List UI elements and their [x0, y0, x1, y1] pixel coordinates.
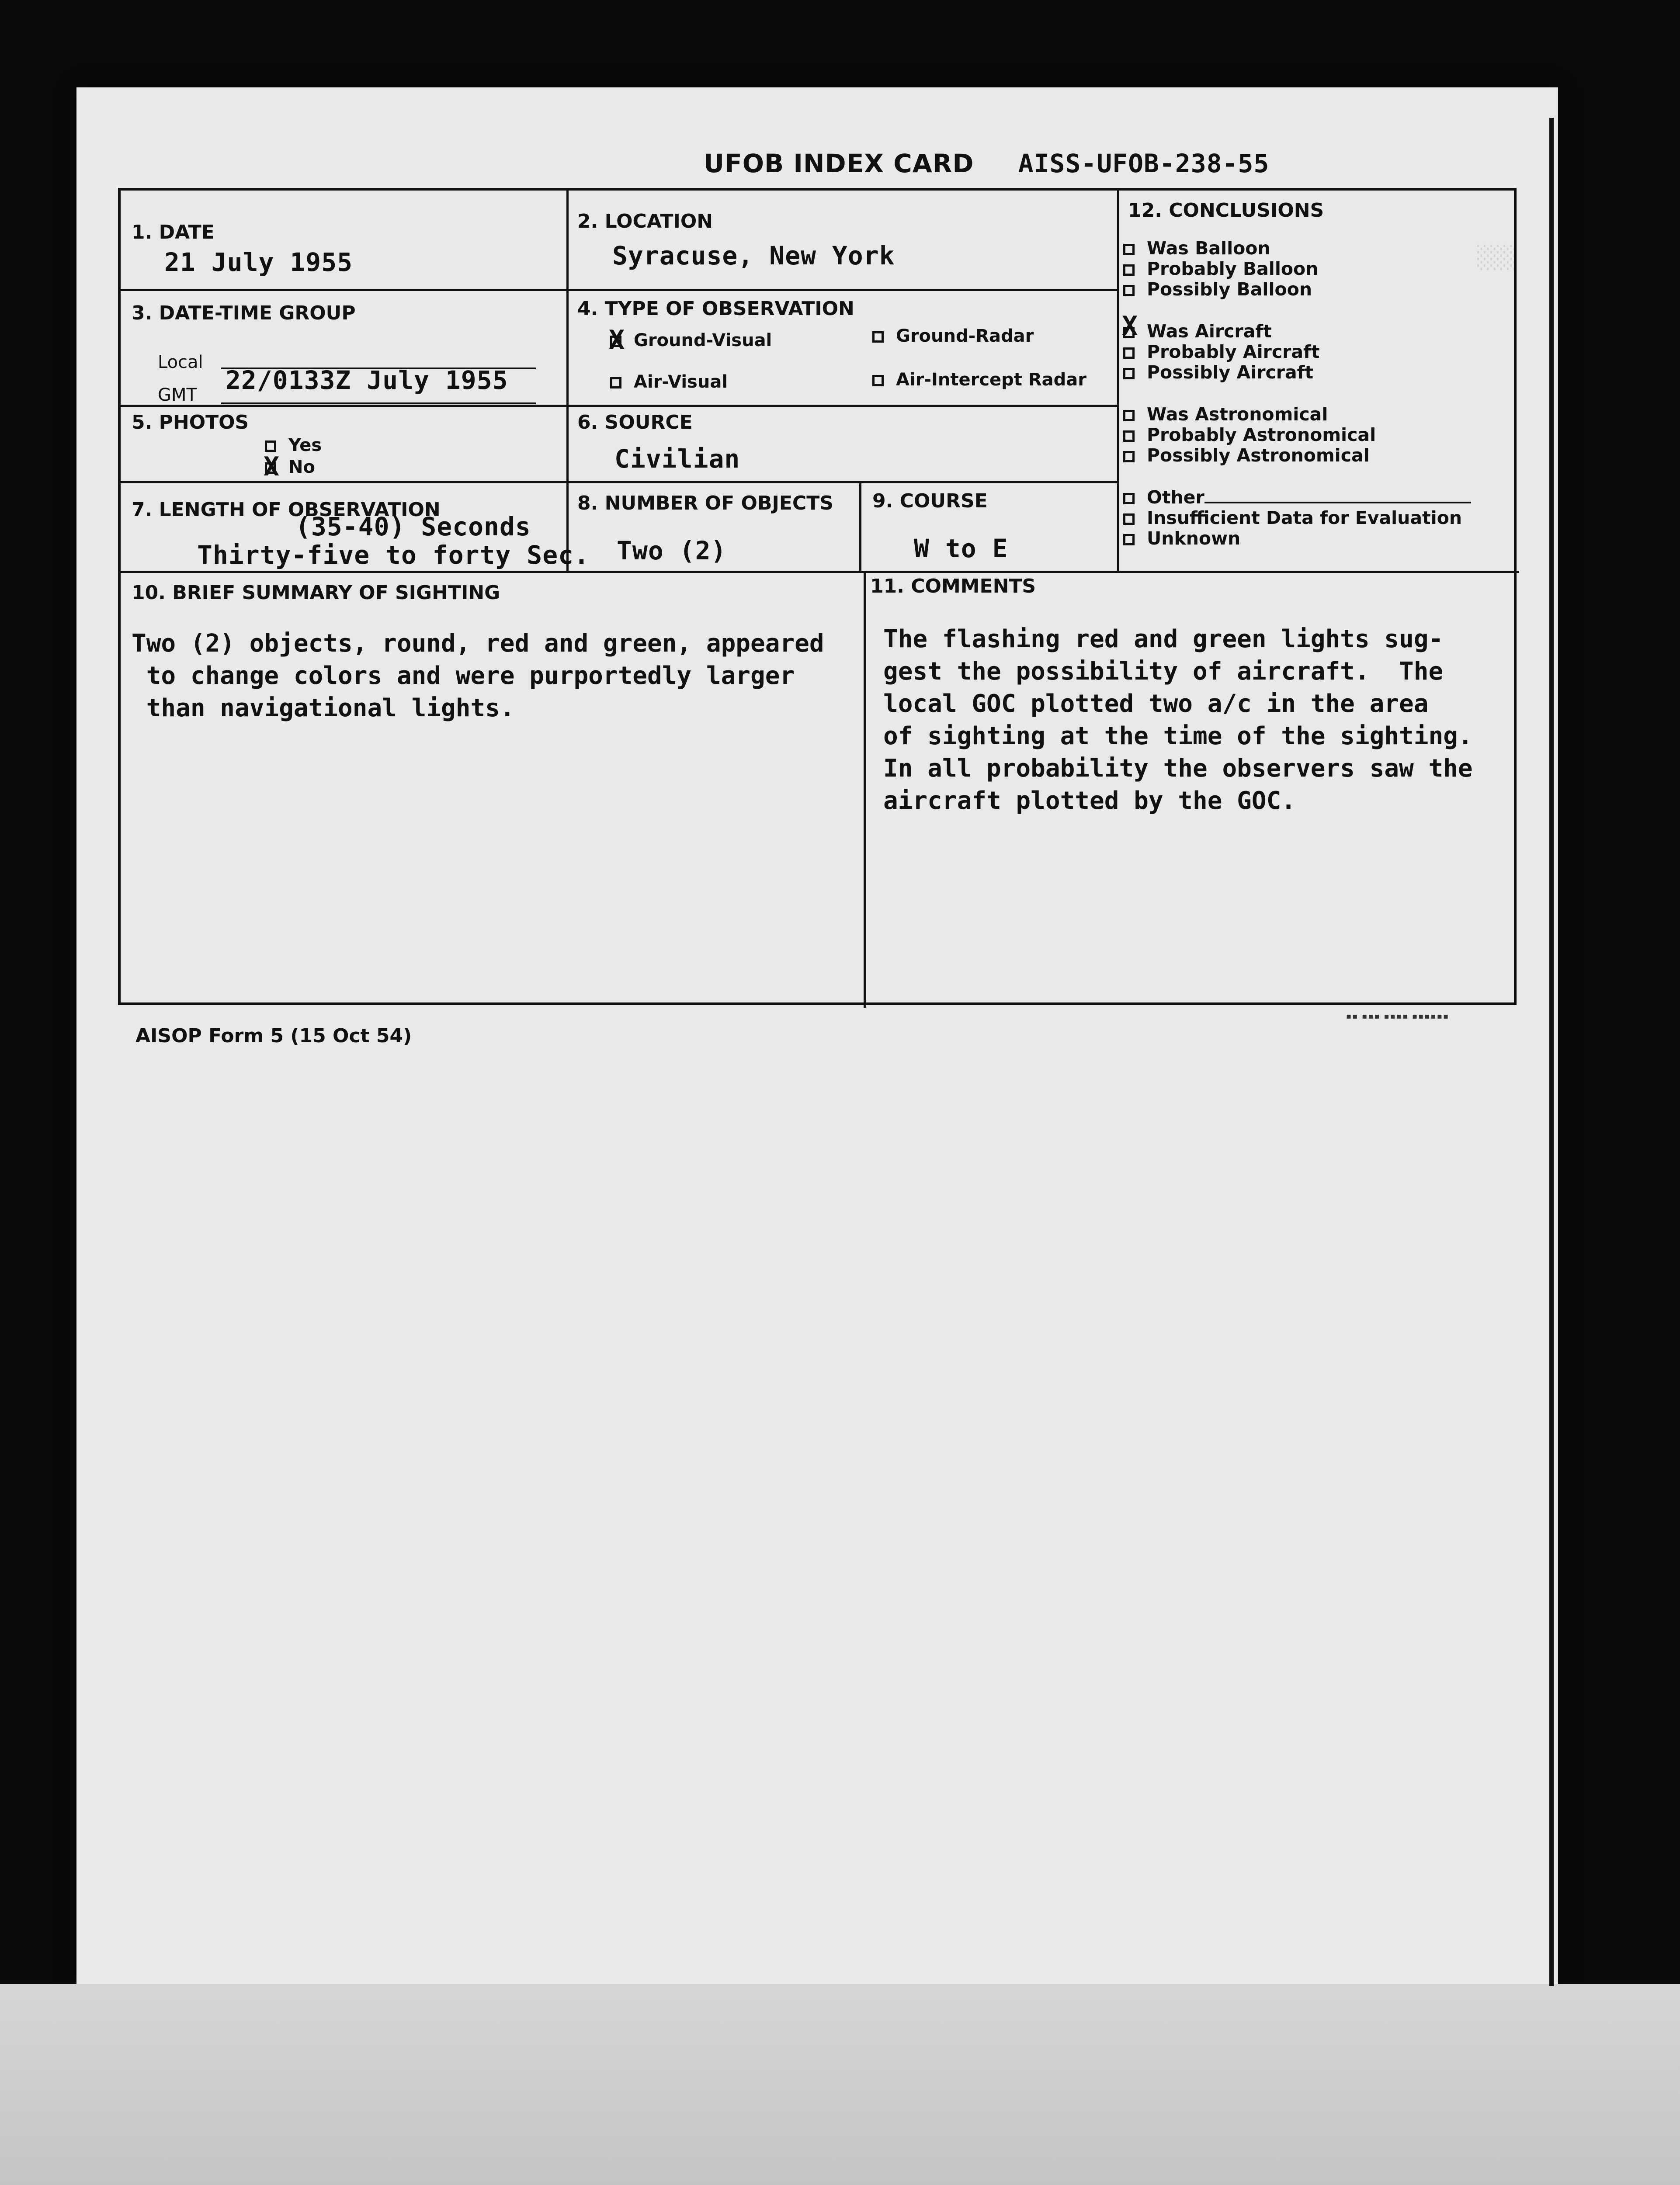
gmt-underline [221, 402, 536, 404]
paper-shadow-strip [0, 1984, 1680, 2185]
photos-yes: Yes [265, 435, 322, 455]
checkbox-checked [610, 336, 621, 347]
other-underline [1204, 502, 1471, 503]
source-label: 6. SOURCE [577, 411, 693, 434]
length-value-1: (35-40) Seconds [295, 512, 531, 541]
col-divider [859, 481, 861, 571]
conclusions-label: 12. CONCLUSIONS [1128, 199, 1324, 222]
dtg-local-label: Local [158, 352, 203, 372]
comments-label: 11. COMMENTS [870, 575, 1036, 597]
card-title: UFOB INDEX CARD [704, 149, 974, 178]
course-label: 9. COURSE [872, 490, 988, 512]
length-label: 7. LENGTH OF OBSERVATION [132, 499, 441, 521]
location-value: Syracuse, New York [612, 241, 895, 271]
dtg-gmt-label: GMT [158, 385, 197, 405]
option-air-intercept-radar: Air-Intercept Radar [872, 370, 1086, 390]
checkbox-checked [265, 462, 276, 474]
checkbox [610, 377, 621, 388]
photos-label: 5. PHOTOS [132, 411, 249, 434]
checkbox [1123, 513, 1135, 525]
summary-text: Two (2) objects, round, red and green, appeared to change colors and were purportedly larger than navigational lights. [132, 629, 824, 722]
num-objects-value: Two (2) [617, 536, 727, 565]
checkbox [1123, 285, 1135, 296]
checkbox [1123, 347, 1135, 359]
col-divider [864, 571, 866, 1008]
dtg-gmt-value: 22/0133Z July 1955 [226, 365, 508, 395]
index-card-form [118, 188, 1517, 1005]
conclusion-possibly-aircraft: Possibly Aircraft [1123, 362, 1313, 382]
printer-imprint: ▪▪ ▪▪▪ ▪▪▪▪ ▪▪▪▪▪▪ [1346, 1012, 1450, 1021]
num-objects-label: 8. NUMBER OF OBJECTS [577, 492, 833, 514]
checkbox [1123, 534, 1135, 545]
conclusion-was-aircraft: XWas Aircraft [1123, 321, 1272, 341]
checkbox [1123, 493, 1135, 504]
row-divider [121, 405, 1117, 407]
checkbox [872, 375, 884, 386]
conclusion-possibly-balloon: Possibly Balloon [1123, 279, 1312, 299]
comments-text: The flashing red and green lights sug- gest the possibility of aircraft. The local GOC plotted two a/c in the area of sighting at the time of the sighting. In all probability the observers saw the aircraft plotted by the GOC. [883, 625, 1473, 815]
checkbox [1123, 451, 1135, 462]
option-ground-visual: XGround-Visual [610, 330, 772, 350]
source-value: Civilian [614, 444, 740, 474]
location-label: 2. LOCATION [577, 210, 713, 232]
option-ground-radar: Ground-Radar [872, 326, 1034, 346]
type-obs-label: 4. TYPE OF OBSERVATION [577, 298, 854, 320]
option-air-visual: Air-Visual [610, 372, 728, 392]
checkbox [1123, 368, 1135, 379]
checkbox [872, 331, 884, 343]
conclusion-probably-aircraft: Probably Aircraft [1123, 342, 1320, 362]
checkbox [265, 440, 276, 452]
dtg-label: 3. DATE-TIME GROUP [132, 302, 356, 324]
photos-no: XNo [265, 457, 315, 477]
bleed-through-mark: ░░░ [1477, 245, 1517, 270]
form-footer: AISOP Form 5 (15 Oct 54) [135, 1025, 412, 1047]
conclusion-possibly-astronomical: Possibly Astronomical [1123, 445, 1370, 465]
row-divider [121, 289, 1117, 291]
conclusion-insufficient-data: Insufficient Data for Evaluation [1123, 508, 1462, 528]
col-divider [566, 191, 569, 571]
date-value: 21 July 1955 [164, 247, 353, 277]
card-right-edge [1549, 118, 1554, 1986]
checkbox [1123, 244, 1135, 255]
checkbox [1123, 410, 1135, 421]
row-divider [121, 571, 1519, 573]
conclusion-unknown: Unknown [1123, 528, 1240, 548]
summary-label: 10. BRIEF SUMMARY OF SIGHTING [132, 582, 500, 604]
card-header [704, 149, 1269, 184]
date-label: 1. DATE [132, 221, 215, 243]
col-divider [1117, 191, 1119, 571]
card-number: AISS-UFOB-238-55 [1018, 149, 1270, 178]
checkbox-checked [1123, 327, 1135, 338]
course-value: W to E [914, 534, 1008, 563]
conclusion-was-balloon: Was Balloon [1123, 238, 1270, 258]
checkbox [1123, 430, 1135, 442]
conclusion-was-astronomical: Was Astronomical [1123, 404, 1328, 424]
checkbox [1123, 264, 1135, 276]
conclusion-probably-balloon: Probably Balloon [1123, 259, 1318, 279]
conclusion-probably-astronomical: Probably Astronomical [1123, 425, 1376, 445]
length-value-2: Thirty-five to forty Sec. [197, 540, 590, 570]
conclusion-other: Other [1123, 487, 1471, 507]
